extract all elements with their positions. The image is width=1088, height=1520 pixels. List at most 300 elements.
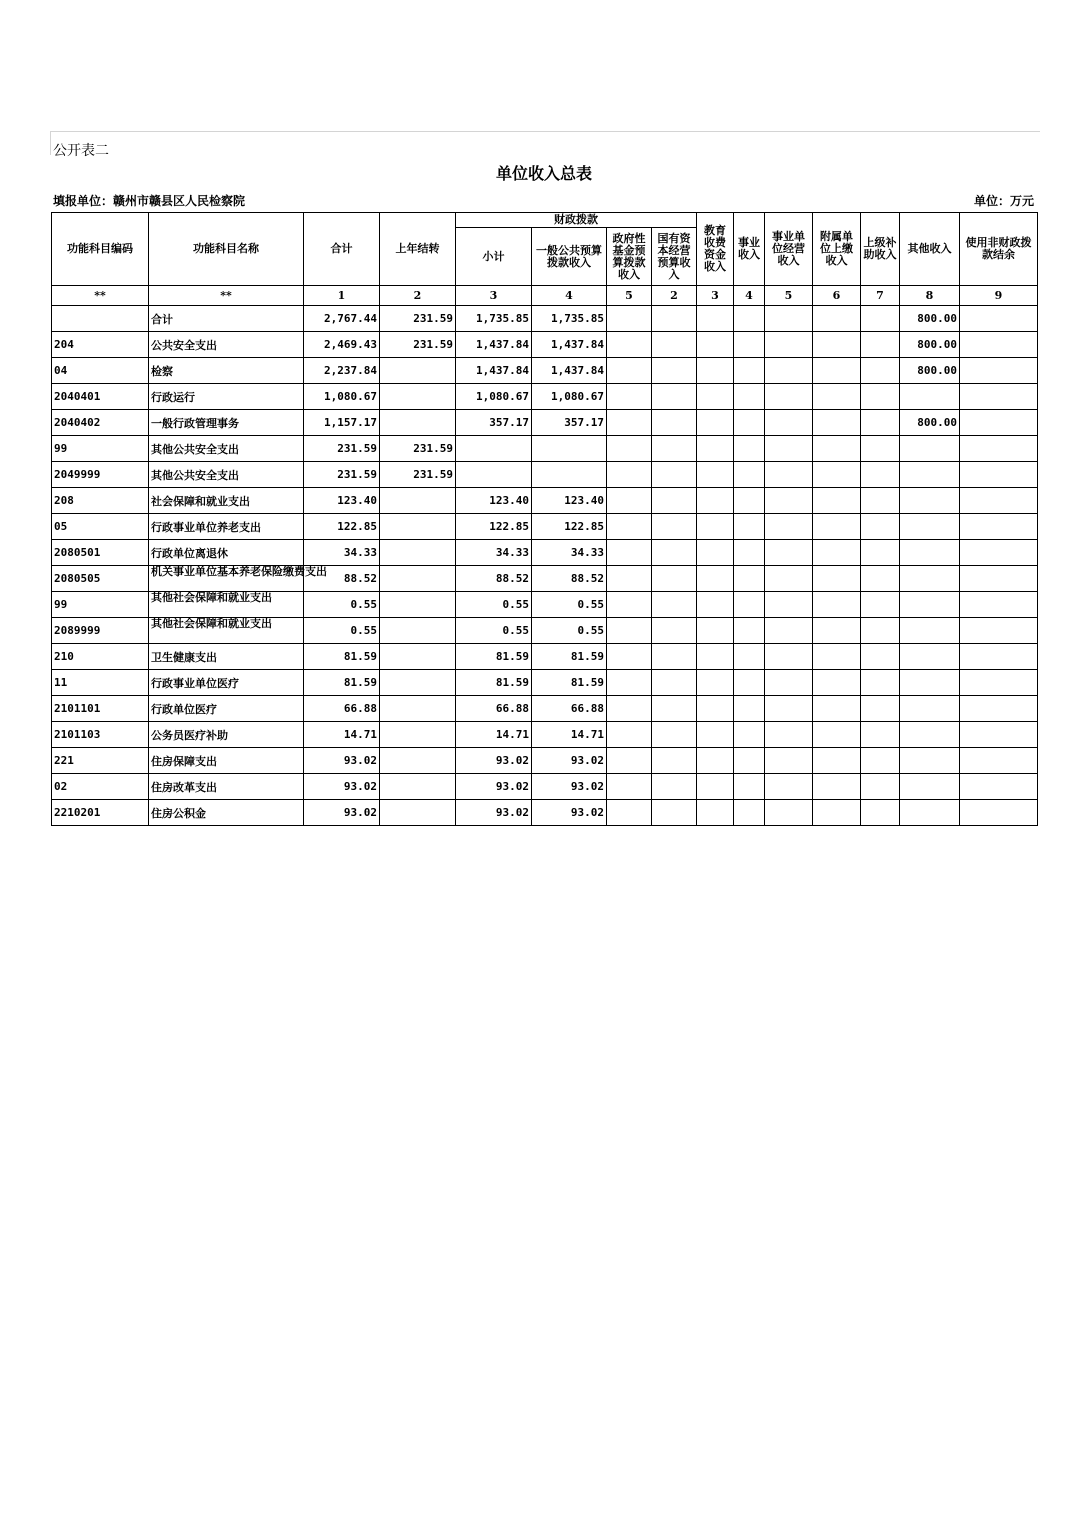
page-left-rule bbox=[50, 131, 51, 155]
index-row bbox=[52, 286, 1038, 306]
business-operation-cell bbox=[765, 800, 813, 826]
gov-fund-cell bbox=[607, 774, 652, 800]
business-income-cell bbox=[734, 358, 765, 384]
general-budget-cell: 93.02 bbox=[532, 748, 607, 774]
state-capital-cell bbox=[652, 436, 697, 462]
business-income-cell bbox=[734, 618, 765, 644]
total-cell: 0.55 bbox=[304, 592, 380, 618]
business-operation-cell bbox=[765, 618, 813, 644]
business-income-cell bbox=[734, 774, 765, 800]
gov-fund-cell bbox=[607, 722, 652, 748]
non-fiscal-balance-cell bbox=[960, 644, 1038, 670]
index-cell: 3 bbox=[456, 286, 532, 306]
income-summary-table bbox=[51, 212, 1038, 826]
code-cell: 11 bbox=[52, 670, 149, 696]
carryover-cell bbox=[380, 566, 456, 592]
col-header-gov-fund: 政府性基金预算拨款收入 bbox=[607, 228, 652, 286]
superior-subsidy-cell bbox=[861, 306, 900, 332]
carryover-cell bbox=[380, 358, 456, 384]
name-cell: 住房改革支出 bbox=[149, 774, 304, 800]
other-income-cell bbox=[900, 696, 960, 722]
carryover-cell bbox=[380, 540, 456, 566]
table-row bbox=[52, 306, 1038, 332]
col-header-total: 合计 bbox=[304, 213, 380, 286]
name-cell: 其他社会保障和就业支出 bbox=[149, 618, 304, 644]
carryover-cell bbox=[380, 774, 456, 800]
superior-subsidy-cell bbox=[861, 722, 900, 748]
subtotal-cell: 357.17 bbox=[456, 410, 532, 436]
affiliated-payment-cell bbox=[813, 462, 861, 488]
name-cell: 行政单位离退休 bbox=[149, 540, 304, 566]
education-fee-cell bbox=[697, 436, 734, 462]
education-fee-cell bbox=[697, 306, 734, 332]
code-cell: 99 bbox=[52, 436, 149, 462]
superior-subsidy-cell bbox=[861, 592, 900, 618]
name-cell: 一般行政管理事务 bbox=[149, 410, 304, 436]
gov-fund-cell bbox=[607, 540, 652, 566]
affiliated-payment-cell bbox=[813, 748, 861, 774]
business-income-cell bbox=[734, 514, 765, 540]
total-cell: 93.02 bbox=[304, 774, 380, 800]
state-capital-cell bbox=[652, 696, 697, 722]
superior-subsidy-cell bbox=[861, 488, 900, 514]
total-cell: 231.59 bbox=[304, 462, 380, 488]
affiliated-payment-cell bbox=[813, 514, 861, 540]
state-capital-cell bbox=[652, 488, 697, 514]
other-income-cell: 800.00 bbox=[900, 358, 960, 384]
total-cell: 66.88 bbox=[304, 696, 380, 722]
other-income-cell bbox=[900, 774, 960, 800]
state-capital-cell bbox=[652, 670, 697, 696]
non-fiscal-balance-cell bbox=[960, 384, 1038, 410]
other-income-cell: 800.00 bbox=[900, 306, 960, 332]
state-capital-cell bbox=[652, 384, 697, 410]
subtotal-cell: 1,437.84 bbox=[456, 332, 532, 358]
total-cell: 93.02 bbox=[304, 748, 380, 774]
reporting-unit: 填报单位：赣州市赣县区人民检察院 bbox=[53, 194, 246, 208]
col-header-name: 功能科目名称 bbox=[149, 213, 304, 286]
business-operation-cell bbox=[765, 644, 813, 670]
carryover-cell: 231.59 bbox=[380, 306, 456, 332]
gov-fund-cell bbox=[607, 332, 652, 358]
state-capital-cell bbox=[652, 514, 697, 540]
business-operation-cell bbox=[765, 514, 813, 540]
business-operation-cell bbox=[765, 748, 813, 774]
business-operation-cell bbox=[765, 462, 813, 488]
other-income-cell: 800.00 bbox=[900, 332, 960, 358]
carryover-cell bbox=[380, 644, 456, 670]
name-cell: 公共安全支出 bbox=[149, 332, 304, 358]
non-fiscal-balance-cell bbox=[960, 748, 1038, 774]
gov-fund-cell bbox=[607, 670, 652, 696]
index-cell: 4 bbox=[532, 286, 607, 306]
total-cell: 231.59 bbox=[304, 436, 380, 462]
state-capital-cell bbox=[652, 332, 697, 358]
business-income-cell bbox=[734, 540, 765, 566]
table-row bbox=[52, 800, 1038, 826]
general-budget-cell: 14.71 bbox=[532, 722, 607, 748]
non-fiscal-balance-cell bbox=[960, 462, 1038, 488]
general-budget-cell: 34.33 bbox=[532, 540, 607, 566]
state-capital-cell bbox=[652, 722, 697, 748]
total-cell: 1,080.67 bbox=[304, 384, 380, 410]
other-income-cell bbox=[900, 436, 960, 462]
business-operation-cell bbox=[765, 410, 813, 436]
superior-subsidy-cell bbox=[861, 644, 900, 670]
non-fiscal-balance-cell bbox=[960, 774, 1038, 800]
state-capital-cell bbox=[652, 410, 697, 436]
name-cell: 行政单位医疗 bbox=[149, 696, 304, 722]
general-budget-cell: 66.88 bbox=[532, 696, 607, 722]
business-income-cell bbox=[734, 722, 765, 748]
col-header-code: 功能科目编码 bbox=[52, 213, 149, 286]
general-budget-cell: 0.55 bbox=[532, 618, 607, 644]
superior-subsidy-cell bbox=[861, 332, 900, 358]
state-capital-cell bbox=[652, 748, 697, 774]
code-cell: 2049999 bbox=[52, 462, 149, 488]
code-cell: 05 bbox=[52, 514, 149, 540]
education-fee-cell bbox=[697, 566, 734, 592]
state-capital-cell bbox=[652, 618, 697, 644]
affiliated-payment-cell bbox=[813, 358, 861, 384]
name-cell: 其他公共安全支出 bbox=[149, 436, 304, 462]
non-fiscal-balance-cell bbox=[960, 410, 1038, 436]
table-row bbox=[52, 540, 1038, 566]
affiliated-payment-cell bbox=[813, 384, 861, 410]
other-income-cell bbox=[900, 722, 960, 748]
subtotal-cell: 123.40 bbox=[456, 488, 532, 514]
gov-fund-cell bbox=[607, 384, 652, 410]
col-header-non-fiscal-balance: 使用非财政拨款结余 bbox=[960, 213, 1038, 286]
code-cell: 2040402 bbox=[52, 410, 149, 436]
business-operation-cell bbox=[765, 566, 813, 592]
affiliated-payment-cell bbox=[813, 540, 861, 566]
superior-subsidy-cell bbox=[861, 748, 900, 774]
total-cell: 2,237.84 bbox=[304, 358, 380, 384]
gov-fund-cell bbox=[607, 748, 652, 774]
non-fiscal-balance-cell bbox=[960, 592, 1038, 618]
other-income-cell bbox=[900, 670, 960, 696]
name-cell: 住房保障支出 bbox=[149, 748, 304, 774]
subtotal-cell: 93.02 bbox=[456, 748, 532, 774]
superior-subsidy-cell bbox=[861, 800, 900, 826]
education-fee-cell bbox=[697, 800, 734, 826]
gov-fund-cell bbox=[607, 644, 652, 670]
education-fee-cell bbox=[697, 410, 734, 436]
code-cell: 2040401 bbox=[52, 384, 149, 410]
general-budget-cell: 1,437.84 bbox=[532, 332, 607, 358]
subtotal-cell: 1,437.84 bbox=[456, 358, 532, 384]
education-fee-cell bbox=[697, 748, 734, 774]
education-fee-cell bbox=[697, 696, 734, 722]
gov-fund-cell bbox=[607, 436, 652, 462]
code-cell: 2101103 bbox=[52, 722, 149, 748]
state-capital-cell bbox=[652, 462, 697, 488]
other-income-cell bbox=[900, 540, 960, 566]
superior-subsidy-cell bbox=[861, 670, 900, 696]
superior-subsidy-cell bbox=[861, 566, 900, 592]
state-capital-cell bbox=[652, 592, 697, 618]
table-row bbox=[52, 488, 1038, 514]
education-fee-cell bbox=[697, 462, 734, 488]
index-cell: 4 bbox=[734, 286, 765, 306]
code-cell: 2080505 bbox=[52, 566, 149, 592]
index-cell: 3 bbox=[697, 286, 734, 306]
business-income-cell bbox=[734, 488, 765, 514]
code-cell: 204 bbox=[52, 332, 149, 358]
name-cell: 其他公共安全支出 bbox=[149, 462, 304, 488]
education-fee-cell bbox=[697, 384, 734, 410]
business-income-cell bbox=[734, 592, 765, 618]
business-operation-cell bbox=[765, 332, 813, 358]
affiliated-payment-cell bbox=[813, 410, 861, 436]
affiliated-payment-cell bbox=[813, 332, 861, 358]
affiliated-payment-cell bbox=[813, 592, 861, 618]
education-fee-cell bbox=[697, 592, 734, 618]
non-fiscal-balance-cell bbox=[960, 332, 1038, 358]
non-fiscal-balance-cell bbox=[960, 670, 1038, 696]
index-cell: 7 bbox=[861, 286, 900, 306]
subtotal-cell: 1,080.67 bbox=[456, 384, 532, 410]
code-cell: 02 bbox=[52, 774, 149, 800]
affiliated-payment-cell bbox=[813, 566, 861, 592]
col-header-carryover: 上年结转 bbox=[380, 213, 456, 286]
education-fee-cell bbox=[697, 670, 734, 696]
non-fiscal-balance-cell bbox=[960, 514, 1038, 540]
state-capital-cell bbox=[652, 358, 697, 384]
code-cell: 2101101 bbox=[52, 696, 149, 722]
superior-subsidy-cell bbox=[861, 774, 900, 800]
state-capital-cell bbox=[652, 644, 697, 670]
affiliated-payment-cell bbox=[813, 670, 861, 696]
gov-fund-cell bbox=[607, 696, 652, 722]
name-cell: 卫生健康支出 bbox=[149, 644, 304, 670]
name-cell: 社会保障和就业支出 bbox=[149, 488, 304, 514]
table-row bbox=[52, 592, 1038, 618]
page-top-rule bbox=[50, 131, 1040, 132]
state-capital-cell bbox=[652, 566, 697, 592]
col-header-affiliated-payment: 附属单位上缴收入 bbox=[813, 213, 861, 286]
subtotal-cell: 93.02 bbox=[456, 800, 532, 826]
state-capital-cell bbox=[652, 800, 697, 826]
code-cell: 04 bbox=[52, 358, 149, 384]
other-income-cell bbox=[900, 384, 960, 410]
other-income-cell bbox=[900, 592, 960, 618]
subtotal-cell bbox=[456, 462, 532, 488]
business-operation-cell bbox=[765, 384, 813, 410]
carryover-cell bbox=[380, 722, 456, 748]
non-fiscal-balance-cell bbox=[960, 800, 1038, 826]
business-income-cell bbox=[734, 644, 765, 670]
total-cell: 93.02 bbox=[304, 800, 380, 826]
code-cell: 99 bbox=[52, 592, 149, 618]
index-cell: 8 bbox=[900, 286, 960, 306]
affiliated-payment-cell bbox=[813, 306, 861, 332]
subtotal-cell: 81.59 bbox=[456, 644, 532, 670]
name-cell: 检察 bbox=[149, 358, 304, 384]
affiliated-payment-cell bbox=[813, 644, 861, 670]
col-header-subtotal: 小计 bbox=[456, 228, 532, 286]
table-row bbox=[52, 436, 1038, 462]
affiliated-payment-cell bbox=[813, 618, 861, 644]
business-operation-cell bbox=[765, 436, 813, 462]
state-capital-cell bbox=[652, 540, 697, 566]
total-cell: 88.52 bbox=[304, 566, 380, 592]
total-cell: 14.71 bbox=[304, 722, 380, 748]
state-capital-cell bbox=[652, 774, 697, 800]
other-income-cell: 800.00 bbox=[900, 410, 960, 436]
affiliated-payment-cell bbox=[813, 436, 861, 462]
general-budget-cell bbox=[532, 436, 607, 462]
general-budget-cell: 123.40 bbox=[532, 488, 607, 514]
education-fee-cell bbox=[697, 644, 734, 670]
gov-fund-cell bbox=[607, 306, 652, 332]
index-cell: ** bbox=[52, 286, 149, 306]
general-budget-cell bbox=[532, 462, 607, 488]
table-row bbox=[52, 774, 1038, 800]
non-fiscal-balance-cell bbox=[960, 358, 1038, 384]
name-cell: 机关事业单位基本养老保险缴费支出 bbox=[149, 566, 304, 592]
education-fee-cell bbox=[697, 514, 734, 540]
subtotal-cell: 88.52 bbox=[456, 566, 532, 592]
gov-fund-cell bbox=[607, 566, 652, 592]
general-budget-cell: 93.02 bbox=[532, 774, 607, 800]
table-row bbox=[52, 618, 1038, 644]
gov-fund-cell bbox=[607, 618, 652, 644]
carryover-cell bbox=[380, 696, 456, 722]
superior-subsidy-cell bbox=[861, 514, 900, 540]
carryover-cell bbox=[380, 488, 456, 514]
non-fiscal-balance-cell bbox=[960, 488, 1038, 514]
code-cell: 2080501 bbox=[52, 540, 149, 566]
total-cell: 1,157.17 bbox=[304, 410, 380, 436]
subtotal-cell: 122.85 bbox=[456, 514, 532, 540]
code-cell: 2089999 bbox=[52, 618, 149, 644]
general-budget-cell: 81.59 bbox=[532, 670, 607, 696]
superior-subsidy-cell bbox=[861, 462, 900, 488]
table-row bbox=[52, 696, 1038, 722]
name-cell: 行政运行 bbox=[149, 384, 304, 410]
state-capital-cell bbox=[652, 306, 697, 332]
business-income-cell bbox=[734, 306, 765, 332]
table-row bbox=[52, 384, 1038, 410]
non-fiscal-balance-cell bbox=[960, 540, 1038, 566]
table-row bbox=[52, 332, 1038, 358]
index-cell: 5 bbox=[607, 286, 652, 306]
table-row bbox=[52, 722, 1038, 748]
other-income-cell bbox=[900, 618, 960, 644]
business-income-cell bbox=[734, 384, 765, 410]
total-cell: 2,767.44 bbox=[304, 306, 380, 332]
table-row bbox=[52, 748, 1038, 774]
subtotal-cell: 0.55 bbox=[456, 592, 532, 618]
form-id: 公开表二 bbox=[53, 143, 109, 159]
general-budget-cell: 1,735.85 bbox=[532, 306, 607, 332]
name-cell: 行政事业单位医疗 bbox=[149, 670, 304, 696]
carryover-cell bbox=[380, 410, 456, 436]
subtotal-cell: 1,735.85 bbox=[456, 306, 532, 332]
index-cell: 1 bbox=[304, 286, 380, 306]
total-cell: 0.55 bbox=[304, 618, 380, 644]
general-budget-cell: 1,080.67 bbox=[532, 384, 607, 410]
general-budget-cell: 122.85 bbox=[532, 514, 607, 540]
business-income-cell bbox=[734, 566, 765, 592]
business-operation-cell bbox=[765, 722, 813, 748]
education-fee-cell bbox=[697, 774, 734, 800]
total-cell: 81.59 bbox=[304, 644, 380, 670]
carryover-cell: 231.59 bbox=[380, 436, 456, 462]
carryover-cell bbox=[380, 748, 456, 774]
name-cell: 行政事业单位养老支出 bbox=[149, 514, 304, 540]
other-income-cell bbox=[900, 488, 960, 514]
superior-subsidy-cell bbox=[861, 540, 900, 566]
page-title: 单位收入总表 bbox=[495, 164, 592, 183]
name-cell: 公务员医疗补助 bbox=[149, 722, 304, 748]
table-row bbox=[52, 644, 1038, 670]
general-budget-cell: 357.17 bbox=[532, 410, 607, 436]
education-fee-cell bbox=[697, 488, 734, 514]
general-budget-cell: 1,437.84 bbox=[532, 358, 607, 384]
education-fee-cell bbox=[697, 618, 734, 644]
business-operation-cell bbox=[765, 774, 813, 800]
col-header-other-income: 其他收入 bbox=[900, 213, 960, 286]
table-row bbox=[52, 462, 1038, 488]
code-cell: 208 bbox=[52, 488, 149, 514]
subtotal-cell: 0.55 bbox=[456, 618, 532, 644]
index-cell: 2 bbox=[380, 286, 456, 306]
col-header-general-budget: 一般公共预算拨款收入 bbox=[532, 228, 607, 286]
code-cell bbox=[52, 306, 149, 332]
subtotal-cell: 14.71 bbox=[456, 722, 532, 748]
table-row bbox=[52, 514, 1038, 540]
total-cell: 122.85 bbox=[304, 514, 380, 540]
education-fee-cell bbox=[697, 540, 734, 566]
affiliated-payment-cell bbox=[813, 774, 861, 800]
index-cell: 9 bbox=[960, 286, 1038, 306]
gov-fund-cell bbox=[607, 410, 652, 436]
index-cell: 6 bbox=[813, 286, 861, 306]
superior-subsidy-cell bbox=[861, 618, 900, 644]
business-income-cell bbox=[734, 462, 765, 488]
gov-fund-cell bbox=[607, 592, 652, 618]
business-operation-cell bbox=[765, 696, 813, 722]
carryover-cell bbox=[380, 800, 456, 826]
carryover-cell bbox=[380, 384, 456, 410]
code-cell: 2210201 bbox=[52, 800, 149, 826]
col-header-fiscal-group: 财政拨款 bbox=[456, 213, 697, 228]
name-cell: 住房公积金 bbox=[149, 800, 304, 826]
subtotal-cell bbox=[456, 436, 532, 462]
carryover-cell bbox=[380, 670, 456, 696]
non-fiscal-balance-cell bbox=[960, 722, 1038, 748]
non-fiscal-balance-cell bbox=[960, 618, 1038, 644]
business-operation-cell bbox=[765, 670, 813, 696]
table-row bbox=[52, 358, 1038, 384]
general-budget-cell: 93.02 bbox=[532, 800, 607, 826]
table-row bbox=[52, 670, 1038, 696]
code-cell: 210 bbox=[52, 644, 149, 670]
education-fee-cell bbox=[697, 722, 734, 748]
non-fiscal-balance-cell bbox=[960, 436, 1038, 462]
education-fee-cell bbox=[697, 332, 734, 358]
general-budget-cell: 81.59 bbox=[532, 644, 607, 670]
gov-fund-cell bbox=[607, 514, 652, 540]
business-operation-cell bbox=[765, 488, 813, 514]
gov-fund-cell bbox=[607, 358, 652, 384]
name-cell: 合计 bbox=[149, 306, 304, 332]
name-cell: 其他社会保障和就业支出 bbox=[149, 592, 304, 618]
superior-subsidy-cell bbox=[861, 696, 900, 722]
